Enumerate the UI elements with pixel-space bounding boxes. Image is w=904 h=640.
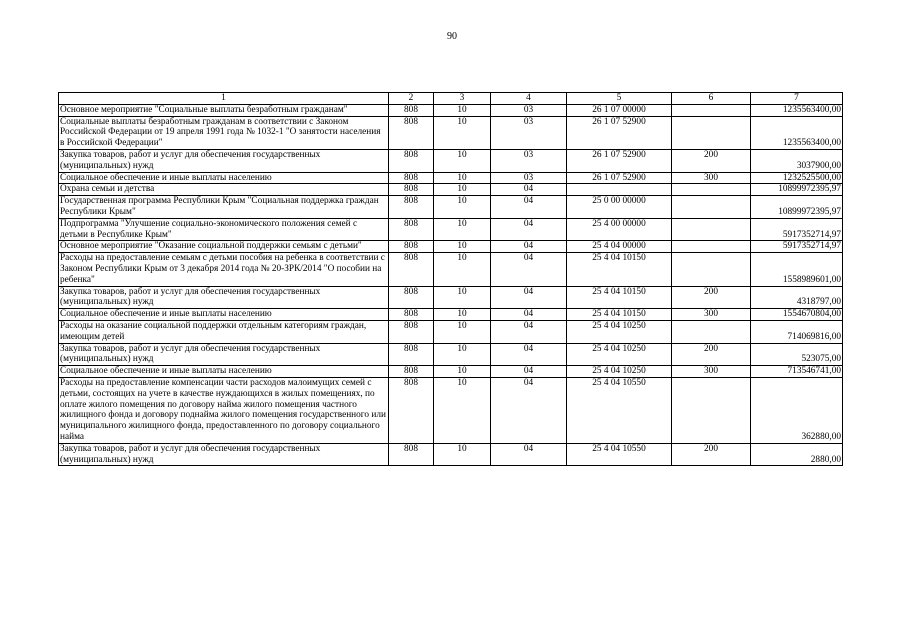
header-cell-amount: 7: [751, 93, 843, 105]
row-expense-type: [672, 196, 751, 219]
table-row: [59, 320, 843, 343]
row-ministry-code: 808: [389, 443, 434, 466]
row-section: 10: [434, 343, 491, 366]
row-name: Охрана семьи и детства: [59, 184, 389, 196]
row-subsection: 04: [491, 241, 567, 253]
row-amount: 10899972395,97: [751, 184, 843, 196]
row-section: 10: [434, 172, 491, 184]
row-amount: 4318797,00: [751, 286, 843, 309]
row-section: 10: [434, 104, 491, 116]
row-ministry-code: 808: [389, 343, 434, 366]
row-ministry-code: 808: [389, 172, 434, 184]
row-section: 10: [434, 286, 491, 309]
row-amount: 523075,00: [751, 343, 843, 366]
row-name: Социальные выплаты безработным гражданам в соответствии с Законом Российской Федерации от 19 апреля 1991 года № 1032-1 "О занятости населения в Российской Федерации": [59, 116, 389, 149]
row-section: 10: [434, 309, 491, 321]
row-ministry-code: 808: [389, 196, 434, 219]
row-subsection: 04: [491, 443, 567, 466]
table-row: [59, 104, 843, 116]
row-ministry-code: 808: [389, 253, 434, 286]
row-name: Закупка товаров, работ и услуг для обеспечения государственных (муниципальных) нужд: [59, 286, 389, 309]
row-expense-type: [672, 116, 751, 149]
row-expense-type: [672, 320, 751, 343]
header-cell-target-article: 5: [567, 93, 672, 105]
table-row: [59, 149, 843, 172]
row-expense-type: 200: [672, 149, 751, 172]
row-section: 10: [434, 218, 491, 241]
row-subsection: 04: [491, 253, 567, 286]
row-expense-type: [672, 253, 751, 286]
row-ministry-code: 808: [389, 116, 434, 149]
row-expense-type: [672, 241, 751, 253]
row-name: Социальное обеспечение и иные выплаты населению: [59, 309, 389, 321]
table-row: [59, 116, 843, 149]
row-amount: 362880,00: [751, 377, 843, 443]
table-row: [59, 241, 843, 253]
row-target-article: 25 4 04 10250: [567, 320, 672, 343]
row-subsection: 03: [491, 116, 567, 149]
row-expense-type: [672, 104, 751, 116]
row-name: Закупка товаров, работ и услуг для обеспечения государственных (муниципальных) нужд: [59, 343, 389, 366]
row-expense-type: [672, 184, 751, 196]
row-subsection: 04: [491, 286, 567, 309]
row-ministry-code: 808: [389, 104, 434, 116]
header-cell-name: 1: [59, 93, 389, 105]
row-ministry-code: 808: [389, 184, 434, 196]
table-row: [59, 309, 843, 321]
table-row: [59, 172, 843, 184]
row-ministry-code: 808: [389, 366, 434, 378]
row-name: Расходы на предоставление компенсации части расходов малоимущих семей с детьми, состоящих на учете в качестве нуждающихся в жилых помещениях, по оплате жилого помещения по договору найма жилого помещения частного жилищного фонда и договору поднайма жилого помещения государственного или муниципального жилищного фонда, предоставленного по договору социального найма: [59, 377, 389, 443]
header-cell-subsection: 4: [491, 93, 567, 105]
row-amount: 713546741,00: [751, 366, 843, 378]
row-target-article: 26 1 07 52900: [567, 116, 672, 149]
table-row: [59, 218, 843, 241]
row-amount: 10899972395,97: [751, 196, 843, 219]
row-expense-type: 300: [672, 309, 751, 321]
row-target-article: 25 4 04 10250: [567, 366, 672, 378]
row-target-article: 25 4 04 10150: [567, 286, 672, 309]
row-target-article: 26 1 07 52900: [567, 172, 672, 184]
row-ministry-code: 808: [389, 377, 434, 443]
row-ministry-code: 808: [389, 286, 434, 309]
row-target-article: 26 1 07 00000: [567, 104, 672, 116]
row-ministry-code: 808: [389, 241, 434, 253]
row-subsection: 03: [491, 149, 567, 172]
row-name: Закупка товаров, работ и услуг для обеспечения государственных (муниципальных) нужд: [59, 443, 389, 466]
row-amount: 1554670804,00: [751, 309, 843, 321]
row-section: 10: [434, 366, 491, 378]
row-section: 10: [434, 443, 491, 466]
row-amount: 1235563400,00: [751, 104, 843, 116]
row-target-article: 25 4 04 00000: [567, 241, 672, 253]
row-section: 10: [434, 196, 491, 219]
row-ministry-code: 808: [389, 320, 434, 343]
row-amount: 3037900,00: [751, 149, 843, 172]
row-expense-type: 200: [672, 443, 751, 466]
row-name: Расходы на оказание социальной поддержки отдельным категориям граждан, имеющим детей: [59, 320, 389, 343]
row-target-article: 25 0 00 00000: [567, 196, 672, 219]
row-amount: 1232525500,00: [751, 172, 843, 184]
row-section: 10: [434, 149, 491, 172]
header-cell-ministry: 2: [389, 93, 434, 105]
row-name: Расходы на предоставление семьям с детьми пособия на ребенка в соответствии с Законом Республики Крым от 3 декабря 2014 года № 20-ЗРК/2014 "О пособии на ребенка": [59, 253, 389, 286]
row-target-article: 25 4 04 10550: [567, 443, 672, 466]
header-cell-expense-type: 6: [672, 93, 751, 105]
table-row: [59, 443, 843, 466]
row-section: 10: [434, 377, 491, 443]
row-name: Подпрограмма "Улучшение социально-экономического положения семей с детьми в Республике Крым": [59, 218, 389, 241]
row-subsection: 04: [491, 320, 567, 343]
row-expense-type: 200: [672, 343, 751, 366]
row-ministry-code: 808: [389, 149, 434, 172]
row-name: Основное мероприятие "Оказание социальной поддержки семьям с детьми": [59, 241, 389, 253]
page-number: 90: [447, 31, 457, 42]
row-ministry-code: 808: [389, 309, 434, 321]
row-target-article: 26 1 07 52900: [567, 149, 672, 172]
row-subsection: 04: [491, 218, 567, 241]
row-name: Государственная программа Республики Крым "Социальная поддержка граждан Республики Крым": [59, 196, 389, 219]
budget-table-body: [59, 93, 843, 466]
table-row: [59, 253, 843, 286]
table-row: [59, 366, 843, 378]
row-name: Социальное обеспечение и иные выплаты населению: [59, 366, 389, 378]
budget-table: [58, 92, 843, 466]
row-amount: 1558989601,00: [751, 253, 843, 286]
row-expense-type: 200: [672, 286, 751, 309]
row-amount: 1235563400,00: [751, 116, 843, 149]
row-target-article: 25 4 04 10150: [567, 253, 672, 286]
row-section: 10: [434, 320, 491, 343]
row-amount: 2880,00: [751, 443, 843, 466]
row-target-article: 25 4 04 10150: [567, 309, 672, 321]
row-section: 10: [434, 241, 491, 253]
row-section: 10: [434, 184, 491, 196]
table-row: [59, 184, 843, 196]
row-ministry-code: 808: [389, 218, 434, 241]
row-subsection: 04: [491, 377, 567, 443]
row-expense-type: 300: [672, 172, 751, 184]
table-row: [59, 343, 843, 366]
row-name: Основное мероприятие "Социальные выплаты безработным гражданам": [59, 104, 389, 116]
row-subsection: 03: [491, 104, 567, 116]
row-amount: 5917352714,97: [751, 241, 843, 253]
row-name: Закупка товаров, работ и услуг для обеспечения государственных (муниципальных) нужд: [59, 149, 389, 172]
row-target-article: 25 4 04 10550: [567, 377, 672, 443]
row-subsection: 04: [491, 343, 567, 366]
table-row: [59, 196, 843, 219]
row-name: Социальное обеспечение и иные выплаты населению: [59, 172, 389, 184]
table-row: [59, 286, 843, 309]
row-target-article: 25 4 04 10250: [567, 343, 672, 366]
row-section: 10: [434, 116, 491, 149]
table-header-row: [59, 93, 843, 105]
row-target-article: 25 4 00 00000: [567, 218, 672, 241]
table-row: [59, 377, 843, 443]
row-section: 10: [434, 253, 491, 286]
row-subsection: 03: [491, 172, 567, 184]
row-amount: 714069816,00: [751, 320, 843, 343]
row-amount: 5917352714,97: [751, 218, 843, 241]
row-subsection: 04: [491, 366, 567, 378]
row-expense-type: [672, 218, 751, 241]
row-subsection: 04: [491, 196, 567, 219]
row-expense-type: [672, 377, 751, 443]
row-subsection: 04: [491, 184, 567, 196]
row-subsection: 04: [491, 309, 567, 321]
row-target-article: [567, 184, 672, 196]
row-expense-type: 300: [672, 366, 751, 378]
header-cell-section: 3: [434, 93, 491, 105]
